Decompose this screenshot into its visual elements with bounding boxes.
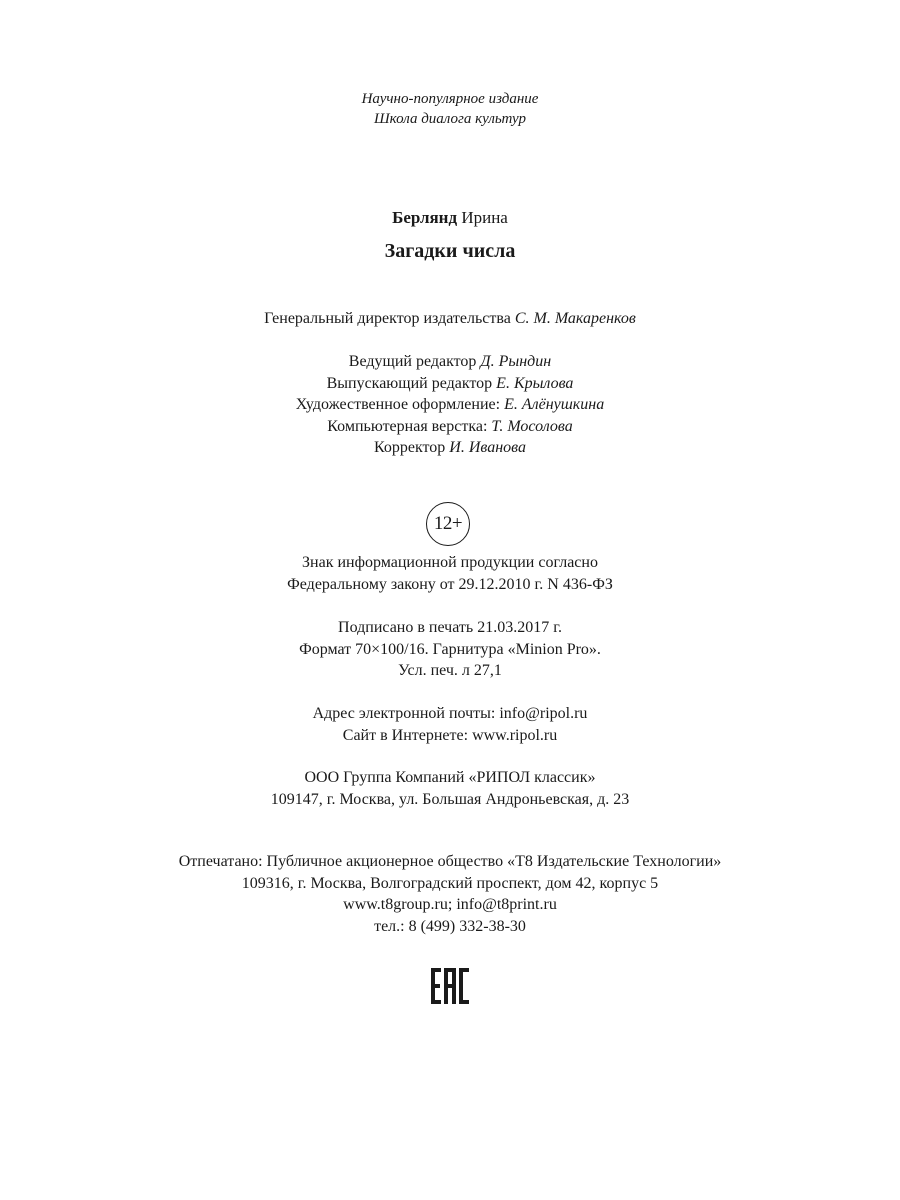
printer-line: Отпечатано: Публичное акционерное общество «Т8 Издательские Технологии»: [178, 853, 722, 870]
rating-note: [0, 552, 900, 595]
print-info-line: Усл. печ. л 27,1: [398, 662, 502, 679]
staff-credit: [0, 416, 900, 438]
printer-line: 109316, г. Москва, Волгоградский проспект, дом 42, корпус 5: [241, 874, 659, 892]
staff-credits: [0, 351, 900, 459]
staff-role: Художественное оформление:: [295, 396, 501, 413]
author-surname: Берлянд: [392, 208, 458, 227]
staff-role: Ведущий редактор: [348, 353, 477, 370]
director-line: [0, 308, 900, 330]
staff-credit: [0, 373, 900, 395]
book-title: Загадки числа: [384, 240, 516, 262]
publisher-address: 109147, г. Москва, ул. Большая Андроньевская, д. 23: [270, 790, 630, 808]
director-person: С. М. Макаренков: [514, 310, 636, 327]
staff-role: Выпускающий редактор: [326, 374, 493, 392]
author-name: Ирина: [461, 208, 508, 227]
eac-conformity-mark-icon: [430, 966, 470, 1006]
staff-credit: [0, 437, 900, 459]
rating-note-line: Федеральному закону от 29.12.2010 г. N 436-ФЗ: [287, 575, 613, 593]
printer-info: [0, 851, 900, 937]
staff-role: Компьютерная верстка:: [327, 417, 488, 435]
staff-credit: [0, 394, 900, 416]
publisher-info: [0, 767, 900, 810]
printer-line: тел.: 8 (499) 332-38-30: [374, 917, 526, 935]
staff-credit: [0, 351, 900, 373]
print-info-line: Подписано в печать 21.03.2017 г.: [338, 619, 562, 636]
staff-person: Е. Алёнушкина: [504, 396, 605, 413]
contact-website: Сайт в Интернете: www.ripol.ru: [342, 726, 558, 744]
contact-email: Адрес электронной почты: info@ripol.ru: [312, 705, 588, 722]
rating-note-line: Знак информационной продукции согласно: [302, 554, 598, 571]
book-title-block: [0, 238, 900, 264]
publisher-name: ООО Группа Компаний «РИПОЛ классик»: [304, 769, 596, 786]
print-info: [0, 617, 900, 682]
staff-person: Е. Крылова: [496, 374, 574, 392]
series-info: [0, 89, 900, 129]
series-genre: Научно-популярное издание: [361, 91, 539, 107]
staff-person: И. Иванова: [449, 439, 527, 456]
contacts: [0, 703, 900, 746]
staff-person: Д. Рындин: [480, 353, 552, 370]
staff-role: Корректор: [373, 439, 446, 456]
series-name: Школа диалога культур: [374, 111, 526, 127]
print-info-line: Формат 70×100/16. Гарнитура «Minion Pro».: [299, 640, 601, 658]
director-role: Генеральный директор издательства: [264, 310, 511, 327]
author-line: [0, 207, 900, 229]
age-rating-badge: 12+: [426, 502, 470, 546]
printer-line: www.t8group.ru; info@t8print.ru: [343, 896, 557, 913]
staff-person: Т. Мосолова: [491, 417, 573, 435]
